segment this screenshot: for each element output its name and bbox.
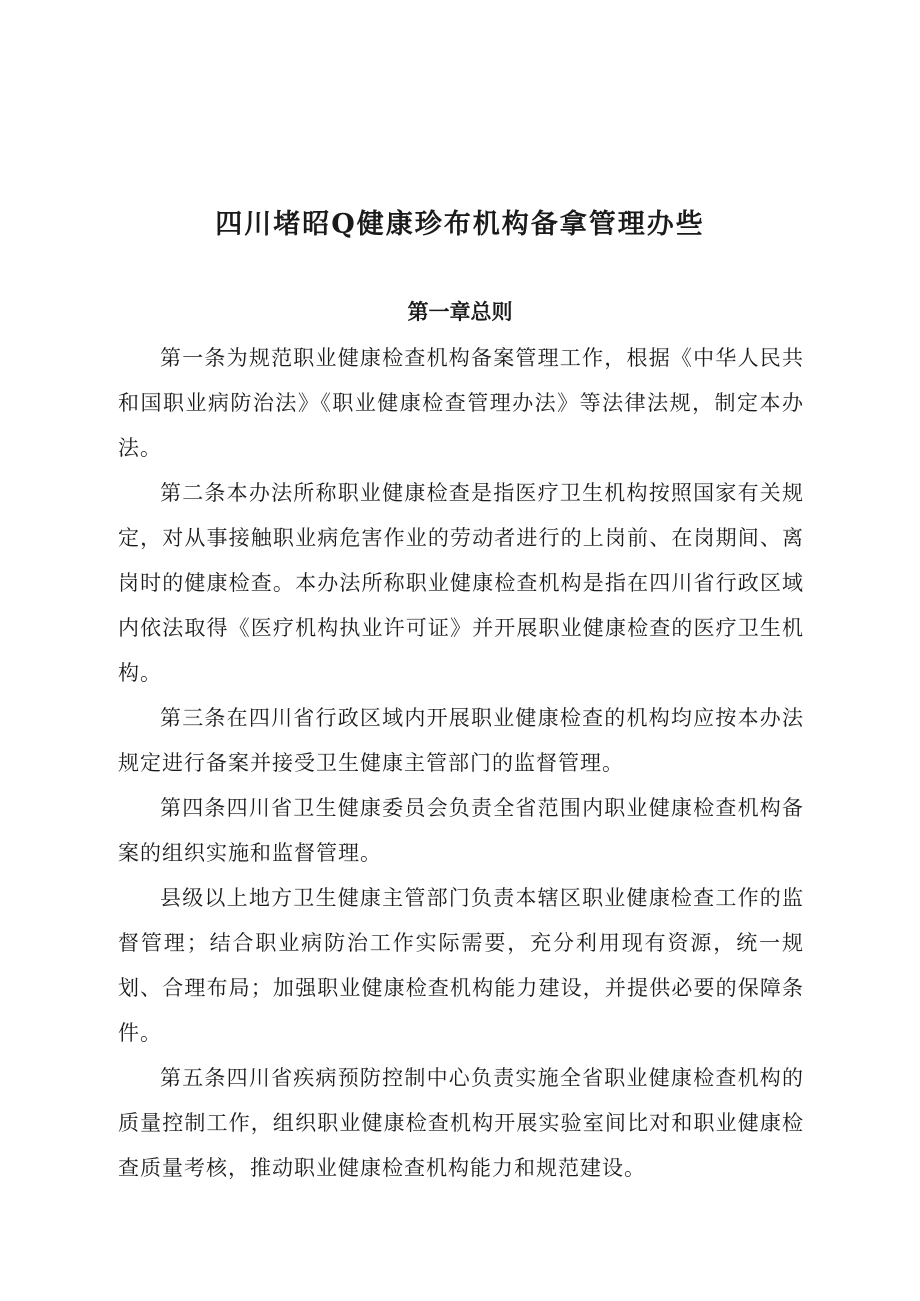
document-body bbox=[118, 336, 804, 1191]
article-4-paragraph: 第四条四川省卫生健康委员会负责全省范围内职业健康检查机构备案的组织实施和监督管理。 bbox=[118, 796, 804, 865]
article-2-paragraph: 第二条本办法所称职业健康检查是指医疗卫生机构按照国家有关规定，对从事接触职业病危害作业的劳动者进行的上岗前、在岗期间、离岗时的健康检查。本办法所称职业健康检查机构是指在四川省行政区域内依法取得《医疗机构执业许可证》并开展职业健康检查的医疗卫生机构。 bbox=[118, 481, 804, 685]
article-3-paragraph: 第三条在四川省行政区域内开展职业健康检查的机构均应按本办法规定进行备案并接受卫生健康主管部门的监督管理。 bbox=[118, 706, 804, 775]
article-4-continuation-paragraph: 县级以上地方卫生健康主管部门负责本辖区职业健康检查工作的监督管理；结合职业病防治工作实际需要，充分利用现有资源，统一规划、合理布局；加强职业健康检查机构能力建设，并提供必要的保障条件。 bbox=[118, 886, 804, 1045]
article-5-paragraph: 第五条四川省疾病预防控制中心负责实施全省职业健康检查机构的质量控制工作，组织职业健康检查机构开展实验室间比对和职业健康检查质量考核，推动职业健康检查机构能力和规范建设。 bbox=[118, 1066, 804, 1180]
chapter-heading: 第一章总则 bbox=[407, 299, 513, 324]
article-1-paragraph: 第一条为规范职业健康检查机构备案管理工作，根据《中华人民共和国职业病防治法》《职业健康检查管理办法》等法律法规，制定本办法。 bbox=[118, 346, 804, 460]
document-title: 四川堵昭Q健康珍布机构备拿管理办些 bbox=[215, 209, 705, 240]
